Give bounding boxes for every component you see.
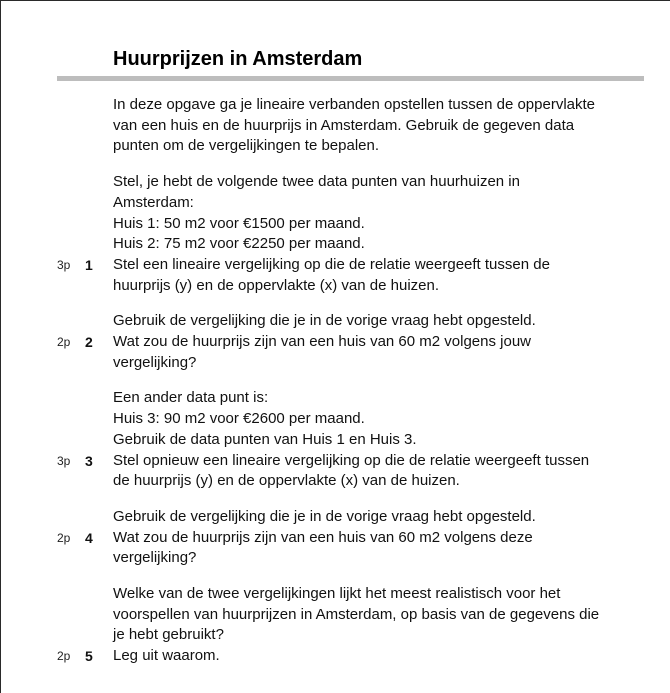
question-number: 3: [85, 452, 93, 469]
question-3: [0, 451, 670, 492]
context-line: Gebruik de data punten van Huis 1 en Huis 3.: [113, 430, 417, 448]
question-4: [0, 528, 670, 569]
context-paragraph-4: [0, 507, 670, 528]
intro-line: In deze opgave ga je lineaire verbanden opstellen tussen de oppervlakte: [113, 96, 596, 113]
question-line: Stel opnieuw een lineaire vergelijking op die de relatie weergeeft tussen: [113, 451, 590, 469]
question-number: 1: [85, 256, 93, 273]
intro-line: punten om de vergelijkingen te bepalen.: [113, 137, 380, 155]
question-line: vergelijking?: [113, 549, 197, 567]
context-paragraph-5: [0, 584, 670, 646]
question-points: 2p: [57, 335, 71, 350]
context-line: Huis 1: 50 m2 voor €1500 per maand.: [113, 214, 365, 232]
exam-content: [0, 95, 670, 667]
question-line: vergelijking?: [113, 353, 197, 371]
intro-paragraph: [0, 95, 670, 157]
context-line: Gebruik de vergelijking die je in de vorige vraag hebt opgesteld.: [113, 312, 536, 330]
question-line: huurprijs (y) en de oppervlakte (x) van de huizen.: [113, 276, 440, 294]
context-line: voorspellen van huurprijzen in Amsterdam, op basis van de gegevens die: [113, 605, 600, 623]
intro-line: van een huis en de huurprijs in Amsterdam. Gebruik de gegeven data: [113, 116, 575, 134]
title-divider: [57, 76, 644, 81]
context-line: Een ander data punt is:: [113, 389, 269, 407]
context-line: Amsterdam:: [113, 193, 194, 211]
question-1: [0, 255, 670, 296]
context-line: Stel, je hebt de volgende twee data punten van huurhuizen in: [113, 173, 520, 191]
context-paragraph-1: [0, 172, 670, 255]
question-line: Wat zou de huurprijs zijn van een huis van 60 m2 volgens deze: [113, 528, 533, 546]
question-line: Leg uit waarom.: [113, 647, 220, 665]
question-number: 5: [85, 648, 93, 665]
question-line: Stel een lineaire vergelijking op die de relatie weergeeft tussen de: [113, 255, 550, 273]
page-title: Huurprijzen in Amsterdam: [113, 48, 363, 70]
question-points: 3p: [57, 257, 71, 272]
question-number: 2: [85, 334, 93, 351]
context-line: je hebt gebruikt?: [113, 626, 224, 644]
question-5: [0, 646, 670, 667]
context-line: Welke van de twee vergelijkingen lijkt het meest realistisch voor het: [113, 585, 561, 603]
question-line: Wat zou de huurprijs zijn van een huis van 60 m2 volgens jouw: [113, 333, 532, 351]
question-line: de huurprijs (y) en de oppervlakte (x) van de huizen.: [113, 472, 460, 490]
question-2: [0, 332, 670, 373]
context-line: Huis 3: 90 m2 voor €2600 per maand.: [113, 410, 365, 428]
question-points: 2p: [57, 649, 71, 664]
context-paragraph-3: [0, 388, 670, 450]
context-paragraph-2: [0, 311, 670, 332]
question-points: 3p: [57, 453, 71, 468]
context-line: Gebruik de vergelijking die je in de vorige vraag hebt opgesteld.: [113, 507, 536, 525]
question-points: 2p: [57, 530, 71, 545]
context-line: Huis 2: 75 m2 voor €2250 per maand.: [113, 235, 365, 253]
question-number: 4: [85, 529, 93, 546]
